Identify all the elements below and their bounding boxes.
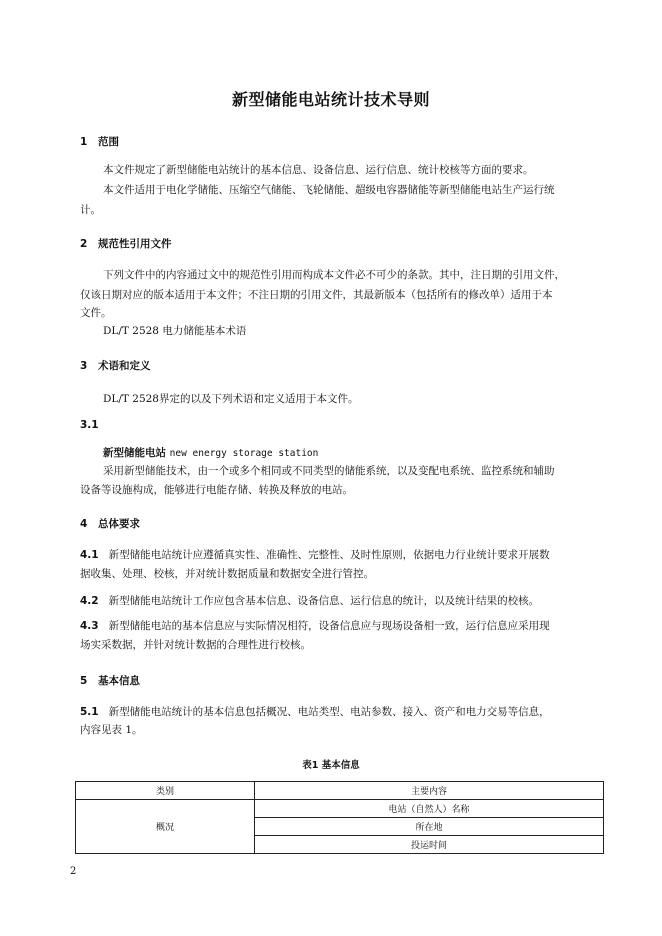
section-title: 规范性引用文件 — [98, 238, 172, 250]
clause-number: 4.3 — [80, 620, 99, 632]
normative-reference: DL/T 2528 电力储能基本术语 — [103, 325, 247, 337]
term-entry — [103, 445, 318, 460]
section-title: 术语和定义 — [98, 360, 151, 372]
clause-4-1 — [80, 545, 550, 565]
basic-info-table — [75, 781, 604, 854]
table-cell: 电站（自然人）名称 — [255, 800, 604, 818]
term-english: new energy storage station — [169, 448, 319, 459]
paragraph: 计。 — [80, 204, 101, 216]
clause-text: 新型储能电站的基本信息应与实际情况相符，设备信息应与现场设备相一致，运行信息应采用现 — [108, 620, 550, 632]
clause-4-2 — [80, 591, 539, 611]
paragraph: 本文件适用于电化学储能、压缩空气储能、飞轮储能、超级电容器储能等新型储能电站生产运行统 — [103, 184, 555, 196]
clause-text: 新型储能电站统计应遵循真实性、准确性、完整性、及时性原则，依据电力行业统计要求开展数 — [108, 549, 550, 561]
clause-5-1 — [80, 702, 550, 722]
table-group-cell: 概况 — [76, 800, 255, 854]
paragraph: 据收集、处理、校核，并对统计数据质量和数据安全进行管控。 — [80, 568, 374, 580]
document-title: 新型储能电站统计技术导则 — [231, 90, 430, 109]
section-5-heading — [80, 673, 140, 688]
section-number: 1 — [80, 136, 88, 148]
clause-text: 新型储能电站统计的基本信息包括概况、电站类型、电站参数、接入、资产和电力交易等信息， — [108, 706, 550, 718]
section-2-heading — [80, 236, 172, 251]
table-cell: 所在地 — [255, 818, 604, 836]
paragraph: 内容见表 1。 — [80, 724, 143, 736]
paragraph: 仅该日期对应的版本适用于本文件；不注日期的引用文件，其最新版本（包括所有的修改单）适用于本 — [80, 289, 553, 301]
clause-text: 新型储能电站统计工作应包含基本信息、设备信息、运行信息的统计，以及统计结果的校核。 — [108, 595, 540, 607]
table-header-cell: 主要内容 — [255, 782, 604, 800]
paragraph: 本文件规定了新型储能电站统计的基本信息、设备信息、运行信息、统计校核等方面的要求。 — [103, 164, 534, 176]
table-header-row — [76, 782, 604, 800]
clause-number: 5.1 — [80, 706, 99, 718]
section-title: 基本信息 — [98, 675, 140, 687]
section-4-heading — [80, 516, 140, 531]
section-number: 4 — [80, 518, 88, 530]
section-3-heading — [80, 358, 151, 373]
table-caption: 表1 基本信息 — [302, 760, 360, 771]
clause-4-3 — [80, 616, 550, 636]
clause-number: 4.2 — [80, 595, 99, 607]
section-title: 总体要求 — [98, 518, 140, 530]
section-1-heading — [80, 134, 119, 149]
clause-number: 3.1 — [80, 419, 99, 431]
section-number: 5 — [80, 675, 88, 687]
table-cell: 投运时间 — [255, 836, 604, 854]
paragraph: 下列文件中的内容通过文中的规范性引用而构成本文件必不可少的条款。其中，注日期的引用文件， — [103, 269, 565, 281]
paragraph: 采用新型储能技术，由一个或多个相同或不同类型的储能系统，以及变配电系统、监控系统和辅助 — [103, 465, 555, 477]
page-number: 2 — [70, 866, 77, 877]
section-number: 3 — [80, 360, 88, 372]
table-header-cell: 类别 — [76, 782, 255, 800]
section-title: 范围 — [98, 136, 119, 148]
paragraph: 设备等设施构成，能够进行电能存储、转换及释放的电站。 — [80, 484, 353, 496]
clause-number: 4.1 — [80, 549, 99, 561]
table-row — [76, 800, 604, 818]
paragraph: DL/T 2528界定的以及下列术语和定义适用于本文件。 — [103, 393, 359, 405]
paragraph: 场实采数据，并针对统计数据的合理性进行校核。 — [80, 639, 311, 651]
section-number: 2 — [80, 238, 88, 250]
paragraph: 文件。 — [80, 307, 112, 319]
term-chinese: 新型储能电站 — [103, 447, 166, 459]
